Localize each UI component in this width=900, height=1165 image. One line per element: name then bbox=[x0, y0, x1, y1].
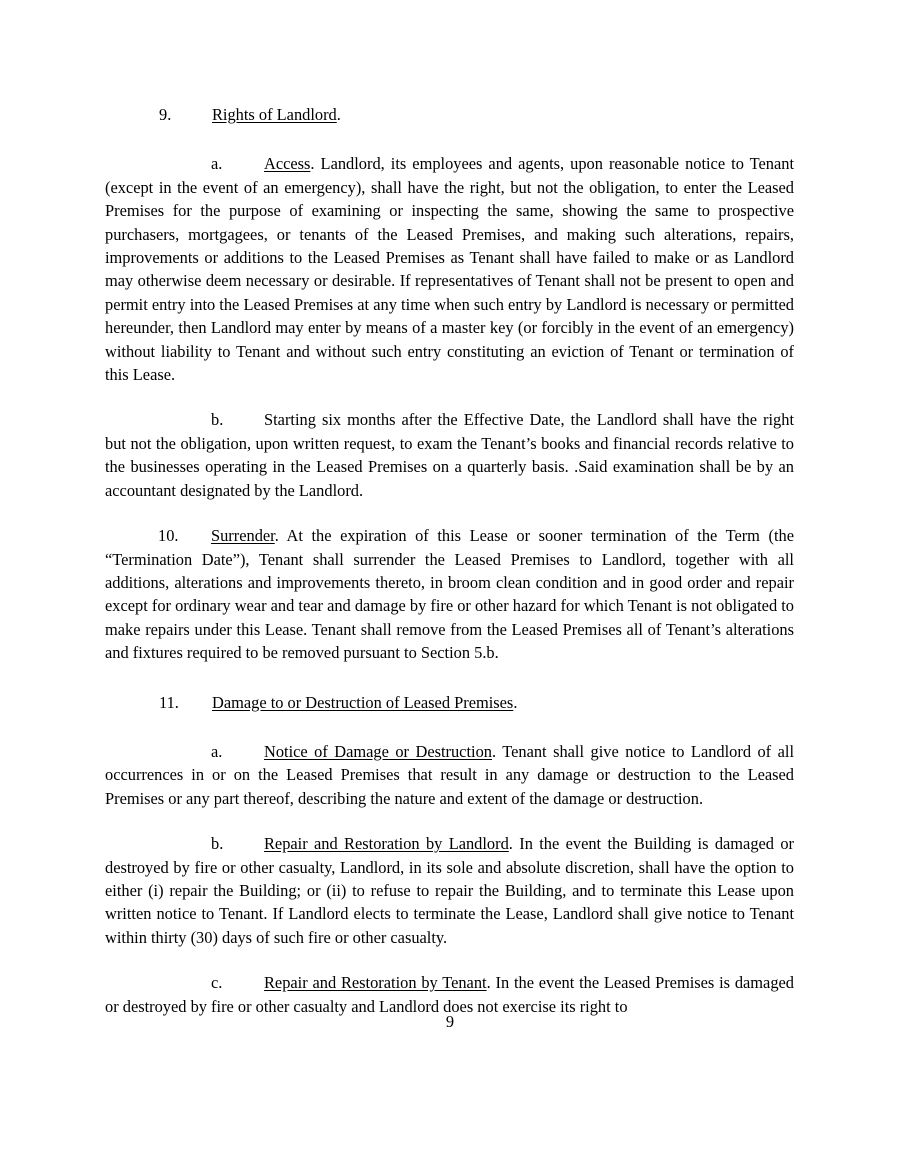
section-heading: Surrender bbox=[211, 526, 275, 546]
subsection-text: . In the event the Leased Premises is damaged or destroyed by fire or other casualty and Landlord does not exercise its right to bbox=[105, 973, 794, 1016]
subsection-letter: b. bbox=[211, 410, 224, 430]
subsection-text: . In the event the Building is damaged or destroyed by fire or other casualty, Landlord, in its sole and absolute discretion, shall have the option to either (i) repair the Building; or (ii) to refuse to repair the Building, and to terminate this Lease upon written notice to Tenant. If Landlord elects to terminate the Lease, Landlord shall give notice to Tenant within thirty (30) days of such fire or other casualty. bbox=[105, 834, 794, 947]
section-11-heading bbox=[105, 691, 794, 714]
section-title-period: . bbox=[513, 692, 518, 712]
page-number: 9 bbox=[445, 1012, 455, 1031]
subsection-heading: Repair and Restoration by Landlord bbox=[264, 834, 509, 854]
subsection-text: Starting six months after the Effective Date, the Landlord shall have the right but not the obligation, upon written request, to exam the Tenant’s books and financial records relative to the businesses operating in the Leased Premises on a quarterly basis. .Said examination shall be by an accountant designated by the Landlord. bbox=[105, 410, 794, 500]
subsection-letter: a. bbox=[211, 154, 223, 174]
subsection-text: . Landlord, its employees and agents, upon reasonable notice to Tenant (except in the event of an emergency), shall have the right, but not the obligation, to enter the Leased Premises for the purpose of examining or inspecting the same, showing the same to prospective purchasers, mortgagees, or tenants of the Leased Premises, and making such alterations, repairs, improvements or additions to the Leased Premises as Tenant shall have failed to make or as Landlord may otherwise deem necessary or desirable. If representatives of Tenant shall not be present to open and permit entry into the Leased Premises at any time when such entry by Landlord is necessary or permitted hereunder, then Landlord may enter by means of a master key (or forcibly in the event of an emergency) without liability to Tenant and without such entry constituting an eviction of Tenant or termination of this Lease. bbox=[105, 154, 794, 385]
section-number: 9. bbox=[159, 105, 172, 124]
section-number: 11. bbox=[159, 692, 179, 712]
subsection-letter: b. bbox=[211, 834, 224, 854]
document-page bbox=[105, 103, 794, 1018]
subsection-text: . Tenant shall give notice to Landlord of all occurrences in or on the Leased Premises that result in any damage or destruction to the Leased Premises or any part thereof, describing the nature and extent of the damage or destruction. bbox=[105, 741, 794, 808]
subsection-heading: Access bbox=[264, 154, 311, 174]
section-11b-paragraph bbox=[105, 832, 794, 949]
section-10-paragraph bbox=[105, 524, 794, 664]
subsection-letter: c. bbox=[211, 973, 223, 993]
section-number: 10. bbox=[158, 526, 179, 546]
section-title-period: . bbox=[336, 105, 341, 124]
section-9b-paragraph bbox=[105, 408, 794, 502]
subsection-heading: Notice of Damage or Destruction bbox=[264, 741, 492, 761]
section-title: Rights of Landlord bbox=[212, 105, 337, 124]
subsection-heading: Repair and Restoration by Tenant bbox=[264, 973, 487, 993]
section-11a-paragraph bbox=[105, 740, 794, 810]
section-9a-paragraph bbox=[105, 152, 794, 386]
subsection-letter: a. bbox=[211, 741, 223, 761]
section-text: . At the expiration of this Lease or sooner termination of the Term (the “Termination Date”), Tenant shall surrender the Leased Premises to Landlord, together with all additions, alterations and improvements thereto, in broom clean condition and in good order and repair except for ordinary wear and tear and damage by fire or other hazard for which Tenant is not obligated to make repairs under this Lease. Tenant shall remove from the Leased Premises all of Tenant’s alterations and fixtures required to be removed pursuant to Section 5.b. bbox=[105, 526, 794, 663]
section-9-heading bbox=[105, 103, 794, 126]
section-title: Damage to or Destruction of Leased Premises bbox=[212, 692, 514, 712]
